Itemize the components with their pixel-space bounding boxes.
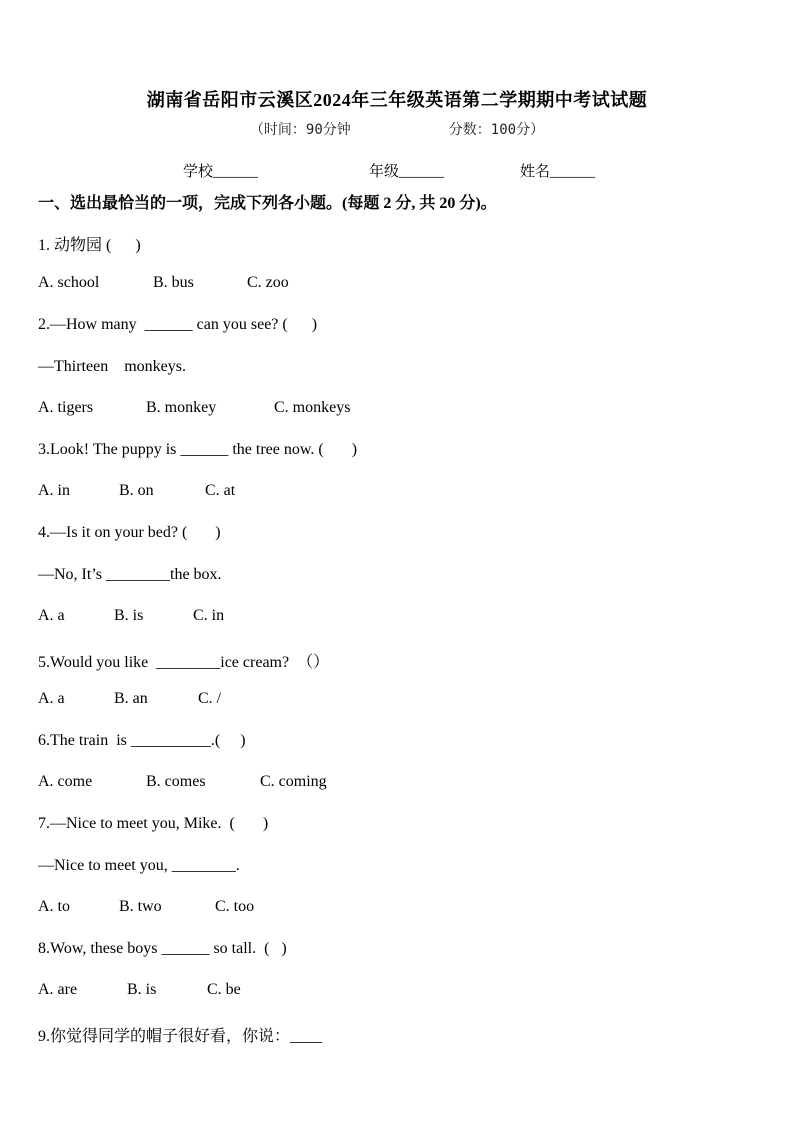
- question-2-option-c[interactable]: C. monkeys: [274, 399, 351, 416]
- question-4-stem: 4.—Is it on your bed? ( ): [38, 524, 221, 541]
- question-5-stem: 5.Would you like ________ice cream? （）: [38, 654, 330, 671]
- exam-time: （时间：90分钟: [249, 122, 351, 138]
- name-field[interactable]: 姓名______: [520, 164, 596, 180]
- question-8-option-b[interactable]: B. is: [127, 981, 157, 998]
- question-7-reply: —Nice to meet you, ________.: [38, 857, 240, 874]
- question-1-stem: 1. 动物园 ( ): [38, 237, 141, 254]
- question-2-stem: 2.—How many ______ can you see? ( ): [38, 316, 318, 333]
- question-5-option-a[interactable]: A. a: [38, 690, 65, 707]
- question-6-option-b[interactable]: B. comes: [146, 773, 206, 790]
- question-1-option-a[interactable]: A. school: [38, 274, 100, 291]
- question-5-option-c[interactable]: C. /: [198, 690, 222, 707]
- question-4-reply: —No, It’s ________the box.: [38, 566, 222, 583]
- question-7-stem: 7.—Nice to meet you, Mike. ( ): [38, 815, 269, 832]
- question-1-option-c[interactable]: C. zoo: [247, 274, 289, 291]
- question-5-option-b[interactable]: B. an: [114, 690, 148, 707]
- grade-field[interactable]: 年级______: [369, 164, 445, 180]
- question-3-options: [38, 482, 235, 500]
- question-8-option-a[interactable]: A. are: [38, 981, 78, 998]
- question-4-options: [38, 607, 224, 625]
- exam-title: 湖南省岳阳市云溪区2024年三年级英语第二学期期中考试试题: [146, 90, 648, 110]
- question-6-option-a[interactable]: A. come: [38, 773, 93, 790]
- question-6-stem: 6.The train is __________.( ): [38, 732, 246, 749]
- question-6-option-c[interactable]: C. coming: [260, 773, 327, 790]
- exam-score: 分数：100分）: [448, 122, 545, 138]
- section-heading: 一、选出最恰当的一项，完成下列各小题。(每题 2 分, 共 20 分)。: [38, 195, 497, 212]
- question-1-option-b[interactable]: B. bus: [153, 274, 194, 291]
- question-4-option-b[interactable]: B. is: [114, 607, 144, 624]
- question-3-option-a[interactable]: A. in: [38, 482, 70, 499]
- question-7-option-b[interactable]: B. two: [119, 898, 162, 915]
- question-2-options: [38, 399, 350, 417]
- question-3-stem: 3.Look! The puppy is ______ the tree now. ( ): [38, 441, 358, 458]
- question-3-option-c[interactable]: C. at: [205, 482, 236, 499]
- question-6-options: [38, 773, 327, 791]
- question-7-options: [38, 898, 254, 916]
- question-8-stem: 8.Wow, these boys ______ so tall. ( ): [38, 940, 287, 957]
- question-2-option-b[interactable]: B. monkey: [146, 399, 217, 416]
- question-7-option-c[interactable]: C. too: [215, 898, 255, 915]
- question-3-option-b[interactable]: B. on: [119, 482, 154, 499]
- question-7-option-a[interactable]: A. to: [38, 898, 70, 915]
- question-4-option-c[interactable]: C. in: [193, 607, 225, 624]
- question-1-options: [38, 274, 289, 292]
- question-8-options: [38, 981, 241, 999]
- question-5-options: [38, 690, 221, 708]
- question-2-reply: —Thirteen monkeys.: [38, 358, 186, 375]
- question-8-option-c[interactable]: C. be: [207, 981, 241, 998]
- exam-subtitle: [0, 119, 794, 139]
- question-2-option-a[interactable]: A. tigers: [38, 399, 94, 416]
- school-field[interactable]: 学校______: [183, 164, 259, 180]
- question-4-option-a[interactable]: A. a: [38, 607, 65, 624]
- question-9-stem: 9.你觉得同学的帽子很好看，你说：____: [38, 1028, 323, 1045]
